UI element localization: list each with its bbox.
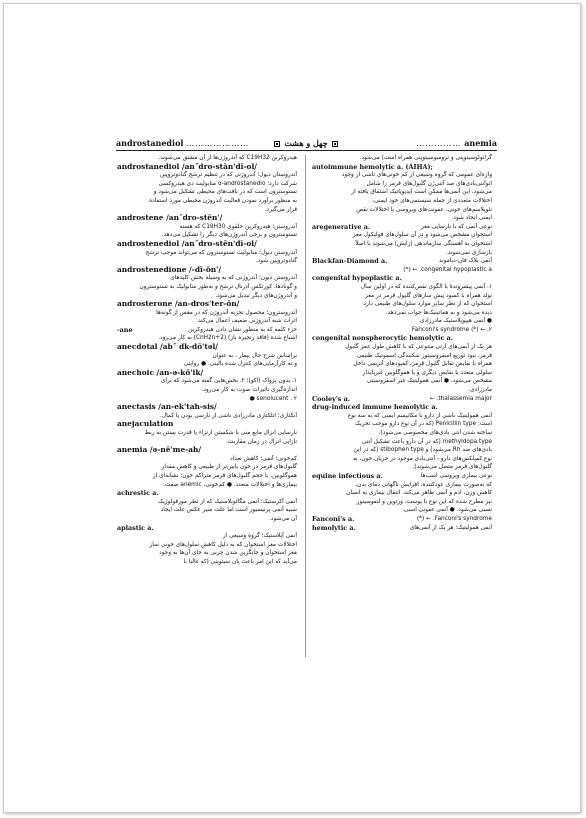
headword: anecdotal /ab˝ dk-dō'tǝl/ <box>117 343 219 352</box>
definition-line: به منظور برآورد نمودن فعالیت آندروژن محیطی مورد استفاده <box>149 197 297 204</box>
definition-line: ● آنمی هیپوپلاستیک مادرزادی. <box>418 318 492 325</box>
headword: congenital nonspherocytic hemolytic a. <box>312 334 453 343</box>
headword: anemia /ǝ-nē'me-ah/ <box>117 446 202 455</box>
definition-line: نارسایی انزال مایع منی با شکستن ارتزاء یا قدرت بستن به ربط <box>144 430 297 436</box>
headword: anechoic /an-ǝ-kō'ik/ <box>117 368 204 377</box>
definition-line: واژه‌ای عمومی که گروه وسیعی از کم خونی‌های ناشی از وجود <box>341 172 492 179</box>
definition-line: استخوان که از نظر سایر موارد سلول‌های طبیعی دارد <box>363 301 492 308</box>
definition-line: آندروستن دیون؛ آندروژنی که به وسیله بخش کلیدهای <box>170 275 297 282</box>
definition-text: آنمی همولیتیک؛ هر یک از آنمی‌های <box>409 524 492 531</box>
definition-line: congenital hypoplastic a. ← (*) <box>403 266 492 273</box>
headword: Blackfan-Diamond a. <box>312 257 388 266</box>
headword: aregenerative a. <box>312 222 371 231</box>
definition-line: گلبول‌های قرمز متصل می‌شوند). <box>412 464 492 471</box>
definition-line: نیز مطرح شده که این نوع با پوست، ورتوپن و لنفوسیتوز <box>356 498 492 505</box>
definition-text: آنمی بلاک فان-دیاموند <box>439 258 492 265</box>
running-header <box>116 137 497 149</box>
page-title: چهل و هشت <box>284 138 328 148</box>
definition-line: نئوپلاسم‌های خونی، عفونت‌های ویروسی یا اختلالات نقص <box>356 206 492 213</box>
definition-line: تستوسترون و برخی آندروژن‌های دیگر را تشکیل می‌دهد. <box>161 232 297 239</box>
column-divider <box>305 155 306 657</box>
definition-line: نسبی می‌شود. ● آنمی عفونی اسبی. <box>402 507 492 514</box>
definition-line: ساخته شدن آنتی بادی‌های مخصوصی می‌شود)، <box>378 430 492 436</box>
definition-line: کم‌خونی؛ آنمی؛ کاهش تعداد <box>230 455 297 462</box>
definition-line: و گونادها، کورتکس آدرنال ترشح و به‌طور متابولیک به تستوسترون <box>139 283 297 290</box>
definition-line: اثرات شبه آندروژنی ضعیف اعمال می‌کند. <box>196 318 297 325</box>
definition-line: و آندروژن‌های دیگر تبدیل می‌شود. <box>215 292 297 299</box>
definition-line: مادرزادی. <box>468 387 492 394</box>
definition-line: اشباع شده (فاقد زنجیره باز) (CnH2n+2) به کار می‌رود. <box>158 335 297 342</box>
definition-line: نوع کمپلکس‌های دارو - آنتی‌بادی موجود در جریان خون، به <box>352 455 492 462</box>
definition-line: بازسازی نمی‌شوند. <box>445 249 492 256</box>
definition-line: methyldopa type (که در آن دارو باعث تشکیل آنتی <box>362 438 492 445</box>
definition-line: اختلالات متعددی از جمله سیستمی‌های خود ایمنی، <box>372 197 492 204</box>
definition-line: سلولی متعدد یا نقایص دیگری و یا هموگلوبین غیرپایدار <box>362 369 492 376</box>
definition-line: هموگلوبین، یا حجم گلبول‌های قرمز متراکم خون؛ نشانه‌ای از <box>152 472 297 479</box>
entry-line <box>312 223 492 232</box>
header-right <box>416 137 497 150</box>
definition-line: نازایی انزال در زمان مقاربت. <box>226 438 297 445</box>
definition-line: مغز استخوان و جایگزین شدن چربی به جای آن‌ها به وجود <box>159 550 297 557</box>
definition-line: sonolucent . ۲ ● <box>249 395 297 402</box>
definition-line: استخوان مشخص می‌شود و در آن سلول‌های فولیکول مغز <box>352 232 492 239</box>
right-column <box>312 154 492 532</box>
headword: equine infectious a. <box>312 471 383 480</box>
headword: anejaculation <box>117 420 174 429</box>
headword: aplastic a. <box>117 523 154 532</box>
headword: androstenediol /an˝dro-stēn'dī-ol/ <box>117 239 257 248</box>
definition-line: آنمی آکرستیک؛ آنمی مگالوبلاستیک که از نظر مورفولوژیک <box>158 498 297 505</box>
entry-line <box>312 257 492 266</box>
definition-line: آندروسترون؛ محصول تجزیه آندروژن که در مغس از گونه‌ها <box>156 309 297 316</box>
definition-line: و نه کارآزمایی‌های کنترل شده بالینی. ● روایتی <box>183 361 297 368</box>
definition-line: گنادوتروپین شود. <box>255 258 297 265</box>
definition-line: آندروستن دیول؛ متابولیت تستوسترون که می‌تواند موجب ترشح <box>145 249 297 256</box>
headword: autoimmune hemolytic a. (AIHA); <box>312 162 433 171</box>
definition-line: آندروستن؛ هیدروکربن حلقوی C19H30 که هسته <box>179 223 297 230</box>
entry-line <box>312 395 492 404</box>
entry-line <box>117 326 297 335</box>
definition-line: آنمی آپلاستیک؛ گروه وسیعی از <box>222 533 297 540</box>
headword: androstene /an˝dro-stēn'/ <box>117 214 223 223</box>
header-right-dots: …………… <box>416 139 462 148</box>
definition-line: می‌شود. این آنمی‌ها ممکن است ایدیوپاتیک اشتقاق یافته از <box>351 189 492 196</box>
headword: androstanediol /an˝dro-stān'dī-ol/ <box>117 162 257 171</box>
definition-line: شرکت دارد؛ α-androstanedio متابولیت دی هیدروکسی <box>158 180 297 187</box>
definition-line: ۱. بدون پژواک (اکو)؛ ۲. بخش‌هایی گفته می‌شود که برای <box>160 378 297 385</box>
header-rule <box>116 150 497 151</box>
definition-line: ۱. آنمی پیشروندهٔ با الگوی نقص‌کننده که در اولین سال <box>360 283 492 290</box>
definition-line: هر یک از آنمی‌های ارثی متنوعی که با کاهش طول عمر گلبول <box>345 344 492 351</box>
definition-line: گرانولوسیتوپنی و ترومبوسیتوپنی همراه است) می‌شود. <box>359 155 492 161</box>
headword: -ane <box>117 325 133 334</box>
definition-line: قرار می‌گیرد. <box>264 206 297 213</box>
definition-line: شبیه آنمی پرنیسیوز است اما علت سیر عکس علت ایجاد <box>160 507 297 514</box>
definition-line: ایمنی ایجاد شود. <box>451 215 492 222</box>
square-bullet-icon <box>332 141 338 147</box>
headword: congenital hypoplastic a. <box>312 274 402 283</box>
headword: Cooley's a. <box>312 394 350 403</box>
definition-line: آنمی همولیتیک ناشی از دارو با مکانیسم ایمنی که به سه نوع <box>347 412 492 419</box>
definition-line: Fanconi's syndrome (*) ← .۲ <box>411 326 492 333</box>
entry-line <box>312 524 492 533</box>
header-left-word: androstanediol <box>116 138 184 148</box>
definition-line: دیده می‌شود و به هماتینیک‌ها جواب نمی‌دهد. <box>385 309 492 316</box>
definition-line: اندازه‌گیری تأثیرات صوت به کار می‌رود. <box>201 387 297 394</box>
headword: anectasis /an-ek'tah-sis/ <box>117 403 217 412</box>
header-left <box>116 137 249 150</box>
definition-line: قرمز، نبود توزیع اسفروسیتوز شکنندگی اسموتیک طبیعی <box>356 352 492 359</box>
square-bullet-icon <box>274 141 280 147</box>
headword: drug-induced immune hemolytic a. <box>312 403 438 412</box>
definition-line: کاهش وزن، ادم و آنمی ظاهر می‌کند. انتقال بیماری به انسان <box>346 490 492 497</box>
header-center <box>246 137 366 149</box>
definition-line: بیماری‌ها و اختلالات متعدد. ● کم‌خونی، anemic صفت. <box>163 481 297 488</box>
headword: androstenedione /-dī-ōn'/ <box>117 265 222 274</box>
entry-line <box>312 472 492 481</box>
definition-line: مشخص می‌شود. ● آنمی همولیتیک غیر اسفروسیتی <box>366 378 492 385</box>
definition-line: هیدروکربن C19H32 که آندروژن‌ها از آن مشتق می‌شوند. <box>158 155 297 161</box>
definition-line: استخوان به آهستگی سازماندهی (زایش) می‌شوند یا اصلاً <box>355 240 492 247</box>
header-right-word: anemia <box>464 138 497 148</box>
definition-line: بادی‌های ضد Rh می‌شود) و stibophen type (که در این <box>353 447 492 454</box>
definition-line: همراه با نقایص تقابل گلبول قرمز، کمبودهای آنزیمی داخل <box>353 361 492 368</box>
definition-text: نوعی آنمی که با نارسایی مغز <box>420 223 492 230</box>
left-column <box>117 154 297 567</box>
definition-line: است: Penicillin type (که در آن نوع دارو موجب تحریک <box>354 421 492 428</box>
headword: achrestic a. <box>117 489 159 498</box>
definition-line: تستوسترون است که در بافت‌های محیطی تشکیل می‌شود و <box>153 189 297 196</box>
definition-text: thalassemia major. ← <box>429 395 492 402</box>
definition-text: Fanconi's syndrome. ← (*) <box>416 515 492 522</box>
definition-line: آن می‌شود. <box>269 515 297 522</box>
definition-line: می‌آید که این امر باعث پان سیتوپنی (که غالباً با <box>183 558 297 565</box>
definition-line: تولد همراه با کمبود پیش سازهای گلبول قرمز در مغز <box>365 292 492 299</box>
definition-line: گلبول‌های قرمز در خون پایین‌تر از طبیعی و کاهش مقدار <box>161 464 297 471</box>
definition-text: نوعی بیماری ویروسی اسب‌ها <box>420 472 492 479</box>
definition-line: آندروستان دیول؛ آندروژنی که در تنظیم ترشح گنادوتروپین <box>159 172 297 179</box>
headword: hemolytic a. <box>312 523 356 532</box>
definition-line: آنکتازی؛ اتلکتازی مادرزادی ناشی از نارسی بودن یا کمال. <box>160 412 297 419</box>
definition-line: اختلالات مغز استخوان که به دلیل کاهش سلول‌های خونی ساز <box>149 541 297 548</box>
headword: Fanconi's a. <box>312 514 355 523</box>
entry-line <box>312 515 492 524</box>
definition-line: که به‌صورت بیماری عودکننده، افزایش ناگهانی دمای بدن، <box>355 481 492 488</box>
definition-line: براساس شرح حال بیمار ، به عنوان <box>212 352 297 359</box>
header-left-dots: ………………… <box>186 139 250 148</box>
headword: androsterone /an-dros'ter-ōn/ <box>117 300 240 309</box>
definition-line: اتوآنتی‌بادی‌های ضد آنتی‌ژن گلبول‌های قرمز را شامل <box>366 180 492 187</box>
definition-text: جزء کلمه که به منظور نشان دادن هیدروکربن <box>188 326 297 333</box>
